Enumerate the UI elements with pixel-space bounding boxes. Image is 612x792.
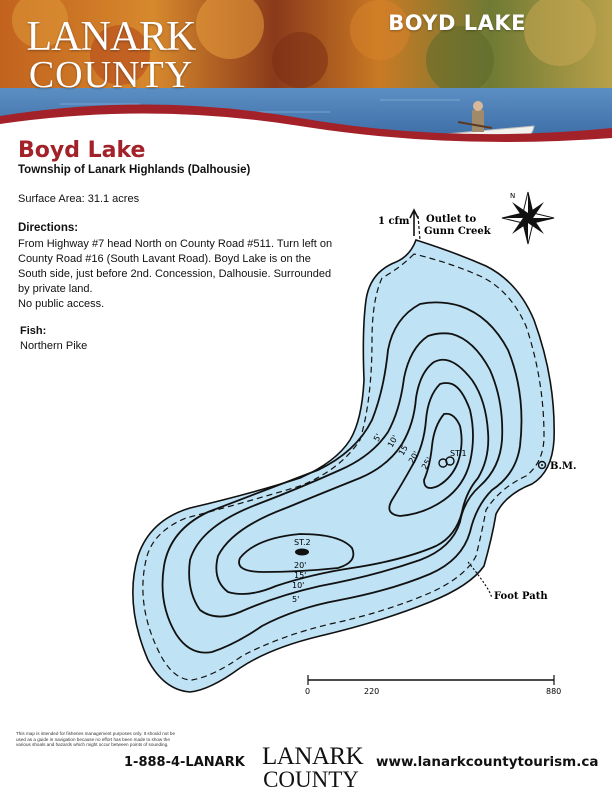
outlet-flow-label: 1 cfm: [378, 216, 410, 227]
outlet-label-line-1: Outlet to: [426, 214, 477, 225]
compass-north-label: N: [510, 192, 516, 200]
scale-tick-880: 880: [546, 687, 562, 696]
depth-label-west-5: 5': [292, 595, 300, 604]
depth-label-east-5: 5': [371, 432, 384, 443]
directions-heading: Directions:: [18, 222, 79, 234]
outlet-stream: [418, 216, 420, 240]
township: Township of Lanark Highlands (Dalhousie): [18, 164, 251, 176]
depth-label-west-10: 10': [292, 581, 305, 590]
logo-line-1: LANARK: [26, 14, 196, 60]
map-disclaimer: This map is intended for fisheries management purposes only. It should not be used as a guide in navigation because no effort has been made to show the various shoals and hazards which might occur between points of sounding.: [16, 731, 175, 748]
scale-tick-0: 0: [305, 687, 311, 696]
benchmark-label: B.M.: [550, 461, 577, 472]
scale-bar: [308, 675, 554, 685]
phone-number: 1-888-4-LANARK: [124, 755, 245, 770]
scale-tick-220: 220: [364, 687, 380, 696]
fish-item: Northern Pike: [20, 340, 88, 352]
footer-logo-line-2: COUNTY: [263, 767, 359, 792]
foot-path-label: Foot Path: [494, 591, 548, 602]
lake-shoreline: [133, 240, 554, 692]
surface-area: Surface Area: 31.1 acres: [18, 193, 140, 205]
footer-logo-line-1: LANARK: [262, 743, 364, 770]
station-2-label: ST.2: [294, 538, 311, 547]
depth-label-east-25: 25': [419, 455, 434, 471]
fish-heading: Fish:: [20, 325, 47, 337]
website-link[interactable]: www.lanarkcountytourism.ca: [376, 754, 599, 770]
station-1-label: ST.1: [450, 449, 467, 458]
header-title: BOYD LAKE: [388, 11, 526, 35]
logo-line-2: COUNTY: [28, 54, 194, 96]
outlet-label-line-2: Gunn Creek: [424, 226, 491, 237]
lake-name: Boyd Lake: [18, 138, 146, 163]
footer-county-logo: [262, 743, 364, 792]
outlet-arrow: [410, 210, 418, 236]
depth-label-west-20: 20': [294, 561, 307, 570]
depth-label-east-20: 20': [406, 449, 421, 465]
station-2-marker: [295, 549, 309, 556]
directions-text: From Highway #7 head North on County Road #511. Turn left on County Road #16 (South Lavant Road). Boyd Lake is on the South side, just before 2nd. Concession, Dalhousie. Surrounded by private land. No public access.: [18, 238, 333, 310]
depth-label-west-15: 15': [294, 571, 307, 580]
depth-label-east-15: 15: [396, 443, 410, 457]
depth-label-east-10: 10': [385, 433, 400, 449]
